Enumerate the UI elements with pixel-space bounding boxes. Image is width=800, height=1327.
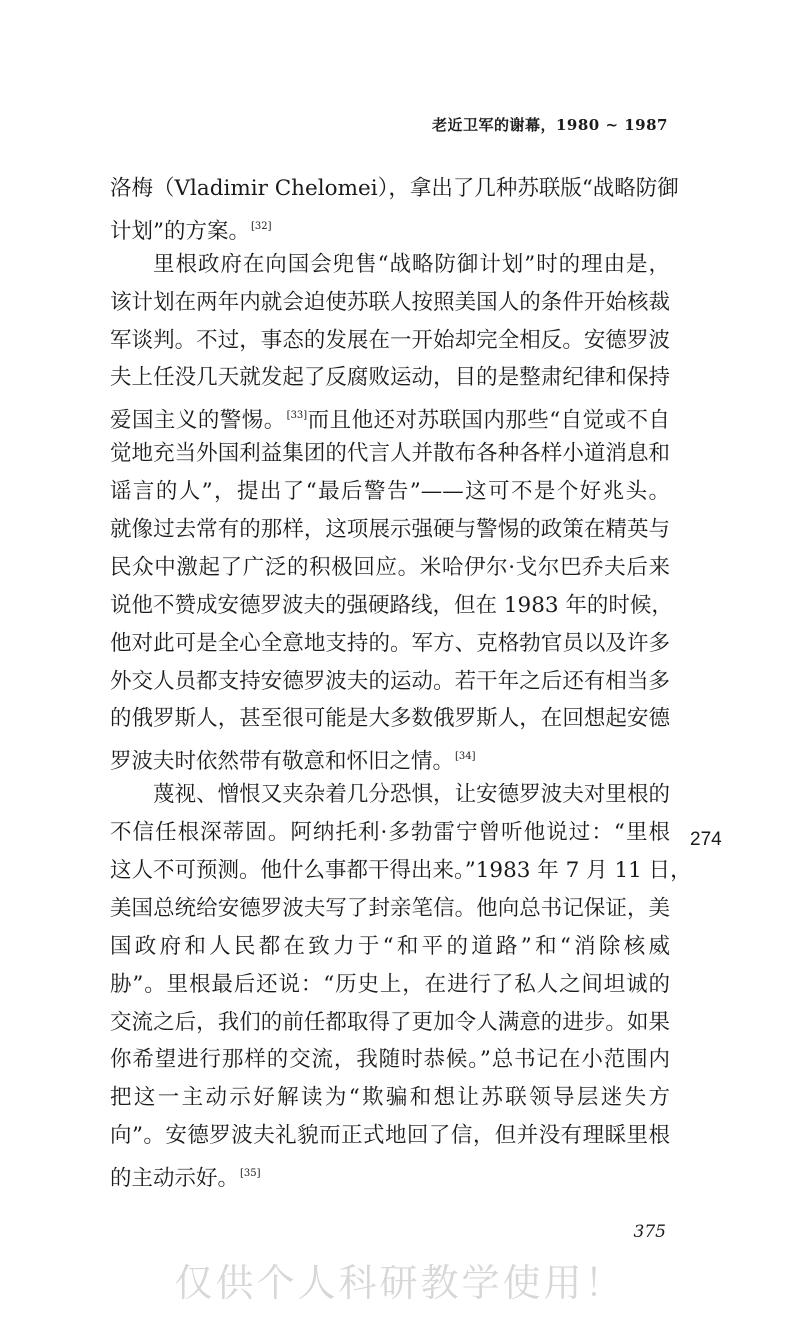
line-text: 爱国主义的警惕。: [110, 408, 286, 434]
line-text: 而且他还对苏联国内那些“自觉或不自: [307, 408, 670, 434]
line-text: 里根政府在向国会兜售“战略防御计划”时的理由是，: [153, 251, 670, 277]
text-line: [110, 1041, 670, 1079]
text-line: [110, 852, 692, 890]
line-text: 不信任根深蒂固。阿纳托利·多勃雷宁曾听他说过：“里根: [110, 820, 670, 846]
text-line: [110, 1079, 670, 1117]
line-text: 民众中激起了广泛的积极回应。米哈伊尔·戈尔巴乔夫后来: [110, 554, 670, 580]
line-text: 的主动示好。: [110, 1166, 240, 1192]
line-text: 觉地充当外国利益集团的代言人并散布各种各样小道消息和: [110, 441, 670, 467]
line-text: 该计划在两年内就会迫使苏联人按照美国人的条件开始核裁: [110, 289, 670, 315]
text-line: [110, 511, 670, 549]
line-text: 洛梅（Vladimir Chelomei），拿出了几种苏联版“战略防御: [110, 176, 679, 201]
text-line: [110, 966, 670, 1004]
running-head: 老近卫军的谢幕，1980 ~ 1987: [431, 116, 668, 134]
footnote-ref: [33]: [286, 410, 308, 422]
text-line: [110, 776, 670, 814]
text-line: [110, 928, 670, 966]
text-line: [110, 1004, 670, 1042]
text-line: [110, 359, 670, 397]
footnote-ref: [34]: [455, 751, 476, 763]
text-line: [110, 284, 670, 322]
text-line: [110, 587, 673, 625]
line-text: 的俄罗斯人，甚至很可能是大多数俄罗斯人，在回想起安德: [110, 706, 670, 732]
text-line: [110, 208, 670, 246]
line-text: 蔑视、憎恨又夹杂着几分恐惧，让安德罗波夫对里根的: [153, 782, 670, 808]
margin-page-number: 274: [690, 829, 722, 850]
line-text: 军谈判。不过，事态的发展在一开始却完全相反。安德罗波: [110, 327, 670, 353]
line-text: 罗波夫时依然带有敬意和怀旧之情。: [110, 749, 455, 775]
text-line: [110, 814, 670, 852]
line-text: 外交人员都支持安德罗波夫的运动。若干年之后还有相当多: [110, 668, 670, 694]
line-text: 计划”的方案。: [110, 218, 250, 244]
line-text: 这人不可预测。他什么事都干得出来。”1983 年 7 月 11 日，: [110, 858, 692, 884]
line-text: 夫上任没几天就发起了反腐败运动，目的是整肃纪律和保持: [110, 365, 670, 391]
line-text: 谣言的人”，提出了“最后警告”——这可不是个好兆头。: [110, 479, 670, 505]
text-line: [110, 1155, 670, 1193]
line-text: 你希望进行那样的交流，我随时恭候。”总书记在小范围内: [110, 1047, 670, 1073]
page-number: 375: [633, 1222, 666, 1242]
line-text: 国政府和人民都在致力于“和平的道路”和“消除核威: [110, 933, 670, 959]
line-text: 就像过去常有的那样，这项展示强硬与警惕的政策在精英与: [110, 517, 670, 543]
text-line: [110, 549, 670, 587]
text-line: [110, 473, 670, 511]
body-text: [110, 170, 692, 1193]
text-line: [110, 738, 670, 776]
line-text: 向”。安德罗波夫礼貌而正式地回了信，但并没有理睬里根: [110, 1123, 670, 1149]
line-text: 他对此可是全心全意地支持的。军方、克格勃官员以及许多: [110, 630, 670, 656]
text-line: [110, 170, 679, 208]
line-text: 胁”。里根最后还说：“历史上，在进行了私人之间坦诚的: [110, 971, 670, 997]
text-line: [110, 435, 670, 473]
line-text: 说他不赞成安德罗波夫的强硬路线，但在 1983 年的时候，: [110, 592, 673, 618]
text-line: [110, 890, 670, 928]
footnote-ref: [32]: [251, 220, 272, 232]
text-line: [110, 1117, 670, 1155]
text-line: [110, 663, 670, 701]
text-line: [110, 246, 670, 284]
footnote-ref: [35]: [240, 1168, 261, 1180]
line-text: 美国总统给安德罗波夫写了封亲笔信。他向总书记保证，美: [110, 895, 670, 921]
text-line: [110, 625, 670, 663]
text-line: [110, 397, 670, 435]
line-text: 交流之后，我们的前任都取得了更加令人满意的进步。如果: [110, 1009, 670, 1035]
text-line: [110, 700, 670, 738]
line-text: 把这一主动示好解读为“欺骗和想让苏联领导层迷失方: [110, 1085, 670, 1111]
watermark: 仅供个人科研教学使用！: [174, 1261, 626, 1305]
text-line: [110, 322, 670, 360]
